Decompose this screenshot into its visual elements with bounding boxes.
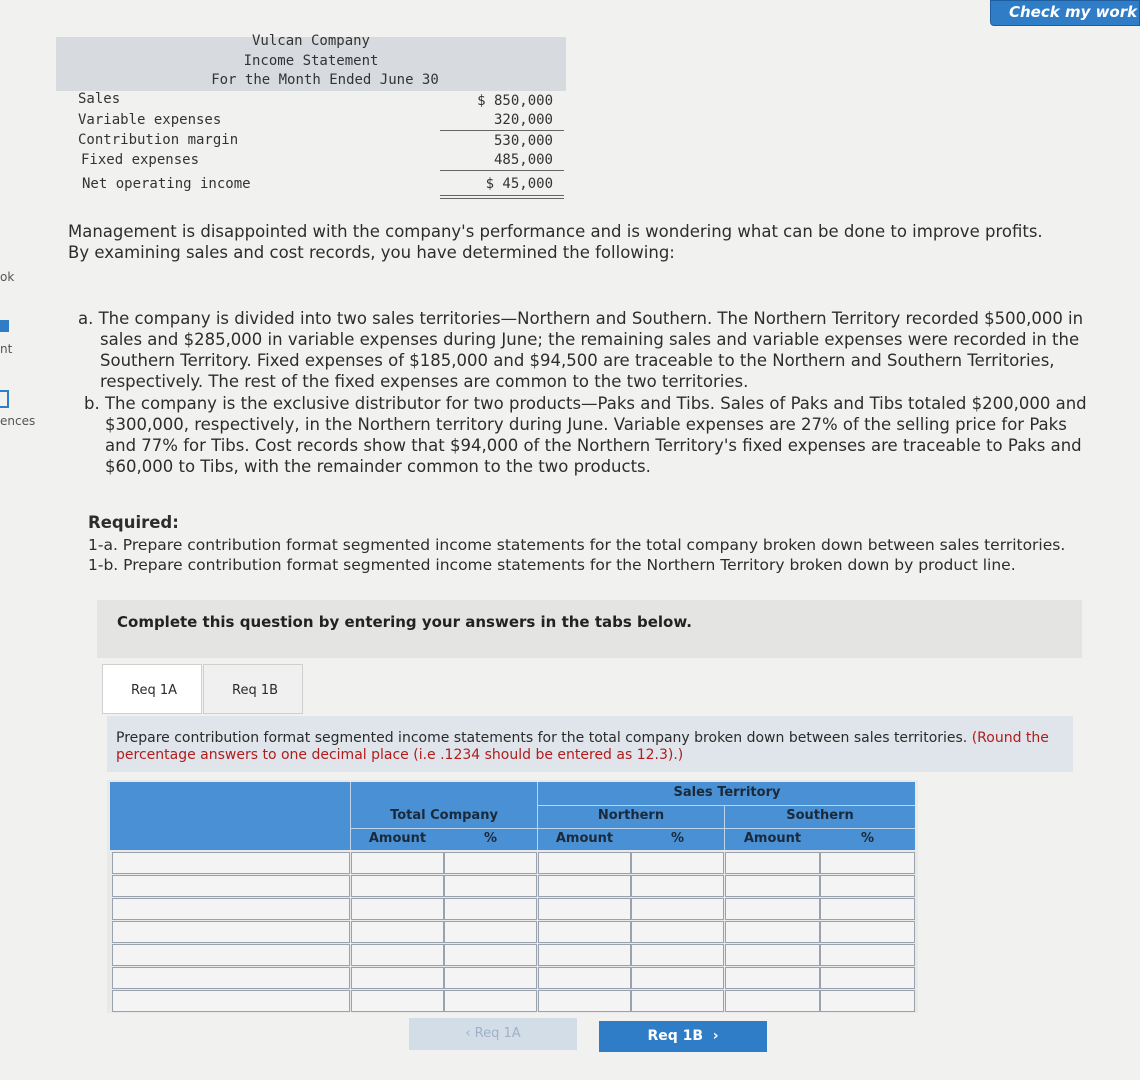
statement-rule [440,198,564,199]
instruction-text [116,730,1056,764]
sidebar-icon [0,320,9,332]
input-amount-southern[interactable] [725,967,820,989]
input-row-label[interactable] [112,852,350,874]
input-pct-total[interactable] [444,921,537,943]
sidebar-icon-2 [0,390,9,408]
col-amount-northern: Amount [555,831,614,846]
input-amount-total[interactable] [351,921,444,943]
tab-req-1a-label: Req 1A [131,683,177,698]
input-pct-total[interactable] [444,852,537,874]
input-pct-northern[interactable] [631,898,724,920]
statement-value-noi: $ 45,000 [485,176,553,192]
input-amount-total[interactable] [351,852,444,874]
fact-a [78,308,1103,392]
chevron-right-icon: › [703,1028,719,1044]
input-pct-northern[interactable] [631,990,724,1012]
total-company-header: Total Company [390,808,498,823]
sales-territory-header: Sales Territory [673,785,781,800]
next-tab-button[interactable] [599,1021,767,1052]
input-amount-northern[interactable] [538,898,631,920]
input-row-label[interactable] [112,898,350,920]
input-row-label[interactable] [112,921,350,943]
statement-title: Income Statement [243,53,379,69]
input-row-label[interactable] [112,967,350,989]
input-amount-northern[interactable] [538,852,631,874]
input-pct-total[interactable] [444,944,537,966]
col-pct-southern: % [860,831,875,846]
input-amount-northern[interactable] [538,875,631,897]
fact-a-text: a. The company is divided into two sales territories—Northern and Southern. The Northern Territory recorded $500,000 in sales and $285,000 in variable expenses during June; the remaining sales and variable expenses were recorded in the Southern Territory. Fixed expenses of $185,000 and $94,500 are traceable to the Northern and Southern Territories, respectively. The rest of the fixed expenses are common to the two territories. [78,309,1084,391]
input-pct-southern[interactable] [820,875,915,897]
sidebar-fragment-1[interactable]: ok [0,270,15,284]
required-1b: 1-b. Prepare contribution format segmented income statements for the Northern Territory broken down by product line. [88,556,1016,574]
southern-header: Southern [786,808,854,823]
panel-instruction: Complete this question by entering your answers in the tabs below. [117,613,692,631]
fact-b-text: b. The company is the exclusive distributor for two products—Paks and Tibs. Sales of Paks and Tibs totaled $200,000 and $300,000, respectively, in the Northern territory during June. Variable expenses are 27% of the selling price for Paks and 77% for Tibs. Cost records show that $94,000 of the Northern Territory's fixed expenses are traceable to Paks and $60,000 to Tibs, with the remainder common to the two products. [84,394,1087,476]
input-amount-total[interactable] [351,967,444,989]
input-amount-southern[interactable] [725,944,820,966]
intro-text: Management is disappointed with the company's performance and is wondering what can be done to improve profits. By examining sales and cost records, you have determined the following: [68,222,1043,262]
required-heading: Required: [88,513,179,532]
input-pct-total[interactable] [444,990,537,1012]
input-pct-southern[interactable] [820,990,915,1012]
statement-label-variable: Variable expenses [78,112,222,128]
col-amount-total: Amount [368,831,427,846]
input-amount-southern[interactable] [725,898,820,920]
next-tab-label: Req 1B [647,1028,704,1044]
input-amount-total[interactable] [351,990,444,1012]
statement-label-sales: Sales [78,91,121,107]
input-pct-total[interactable] [444,875,537,897]
input-pct-total[interactable] [444,898,537,920]
input-row-label[interactable] [112,875,350,897]
tab-req-1a[interactable] [102,664,202,714]
input-amount-northern[interactable] [538,921,631,943]
input-pct-northern[interactable] [631,944,724,966]
input-pct-northern[interactable] [631,852,724,874]
statement-rule [440,130,564,131]
sidebar-fragment-3[interactable]: ences [0,414,36,428]
northern-header: Northern [597,808,665,823]
input-row-label[interactable] [112,944,350,966]
input-amount-southern[interactable] [725,875,820,897]
sidebar-fragment-2[interactable]: nt [0,342,13,356]
statement-company: Vulcan Company [251,33,370,49]
input-amount-northern[interactable] [538,990,631,1012]
instruction-note: (Round the percentage answers to one decimal place (i.e .1234 should be entered as 12.3).) [116,730,1049,763]
fact-b [84,393,1094,477]
input-amount-northern[interactable] [538,944,631,966]
input-pct-northern[interactable] [631,967,724,989]
input-pct-total[interactable] [444,967,537,989]
statement-label-noi: Net operating income [82,176,251,192]
instruction-main: Prepare contribution format segmented income statements for the total company broken down between sales territories. [116,730,968,746]
prev-tab-button[interactable] [409,1018,577,1050]
input-pct-southern[interactable] [820,898,915,920]
check-my-work-button[interactable]: Check my work [990,0,1140,26]
input-pct-southern[interactable] [820,921,915,943]
statement-label-cm: Contribution margin [78,132,239,148]
input-amount-total[interactable] [351,944,444,966]
statement-label-fixed: Fixed expenses [81,152,200,168]
statement-value-cm: 530,000 [493,133,553,149]
tab-req-1b[interactable] [203,664,303,714]
input-amount-southern[interactable] [725,921,820,943]
answer-table [107,780,918,1013]
statement-value-variable: 320,000 [493,112,553,128]
col-pct-total: % [483,831,498,846]
chevron-left-icon: ‹ [465,1026,475,1041]
input-amount-total[interactable] [351,898,444,920]
input-pct-southern[interactable] [820,852,915,874]
statement-rule [440,195,564,196]
statement-period: For the Month Ended June 30 [211,72,439,88]
statement-rule [440,170,564,171]
statement-value-sales: $ 850,000 [477,93,553,109]
statement-value-fixed: 485,000 [493,152,553,168]
col-amount-southern: Amount [743,831,802,846]
required-1a: 1-a. Prepare contribution format segmented income statements for the total company broken down between sales territories. [88,536,1066,554]
tab-req-1b-label: Req 1B [232,683,279,698]
input-amount-southern[interactable] [725,990,820,1012]
input-row-label[interactable] [112,990,350,1012]
input-amount-northern[interactable] [538,967,631,989]
prev-tab-label: Req 1A [474,1026,521,1041]
input-amount-southern[interactable] [725,852,820,874]
input-pct-southern[interactable] [820,944,915,966]
input-pct-northern[interactable] [631,875,724,897]
input-amount-total[interactable] [351,875,444,897]
input-pct-northern[interactable] [631,921,724,943]
input-pct-southern[interactable] [820,967,915,989]
col-pct-northern: % [670,831,685,846]
